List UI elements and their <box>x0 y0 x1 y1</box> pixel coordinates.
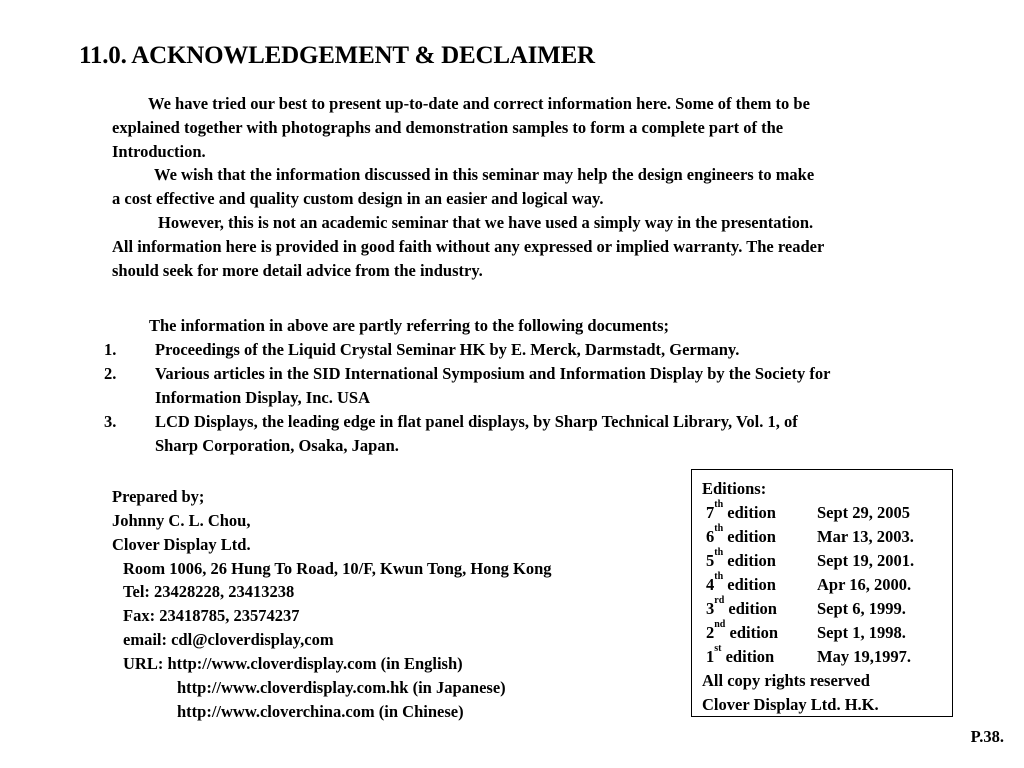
edition-row <box>702 525 952 549</box>
edition-row <box>702 597 952 621</box>
edition-row <box>702 573 952 597</box>
edition-row <box>702 501 952 525</box>
editions-label: Editions: <box>702 479 767 498</box>
references-intro: The information in above are partly referring to the following documents; <box>149 316 670 335</box>
paragraph-2-line-1: We wish that the information discussed in this seminar may help the design engineers to make <box>154 165 815 184</box>
paragraph-3-line-3: should seek for more detail advice from the industry. <box>112 261 483 280</box>
copyright-owner: Clover Display Ltd. H.K. <box>702 695 879 714</box>
edition-word: edition <box>729 623 779 642</box>
reference-text: Various articles in the SID International Symposium and Information Display by the Society for <box>155 364 831 383</box>
paragraph-3-line-2: All information here is provided in good faith without any expressed or implied warranty. The reader <box>112 237 825 256</box>
edition-suffix: st <box>714 643 722 654</box>
reference-text: Proceedings of the Liquid Crystal Seminar HK by E. Merck, Darmstadt, Germany. <box>155 340 740 359</box>
edition-word: edition <box>727 527 776 546</box>
reference-number: 1. <box>104 340 117 359</box>
paragraph-3-line-1: However, this is not an academic seminar that we have used a simply way in the presentation. <box>158 213 814 232</box>
edition-word: edition <box>725 647 775 666</box>
edition-word: edition <box>727 503 776 522</box>
edition-word: edition <box>727 575 776 594</box>
edition-date: Apr 16, 2000. <box>817 575 912 594</box>
reference-number: 3. <box>104 412 117 431</box>
edition-date: Mar 13, 2003. <box>817 527 914 546</box>
url-chinese: http://www.cloverchina.com (in Chinese) <box>177 702 464 721</box>
paragraph-2-line-2: a cost effective and quality custom design in an easier and logical way. <box>112 189 604 208</box>
edition-row <box>702 549 952 573</box>
prepared-by-label: Prepared by; <box>112 487 205 506</box>
edition-number: 5 <box>706 551 715 570</box>
editions-box <box>691 469 953 717</box>
url-english: URL: http://www.cloverdisplay.com (in English) <box>123 654 463 673</box>
edition-number: 7 <box>706 503 715 522</box>
url-japanese: http://www.cloverdisplay.com.hk (in Japanese) <box>177 678 506 697</box>
edition-date: Sept 19, 2001. <box>817 551 915 570</box>
email: email: cdl@cloverdisplay,com <box>123 630 334 649</box>
edition-number: 3 <box>706 599 715 618</box>
paragraph-1-line-3: Introduction. <box>112 142 206 161</box>
edition-suffix: th <box>714 571 724 582</box>
edition-suffix: th <box>714 499 724 510</box>
edition-suffix: nd <box>714 619 726 630</box>
edition-number: 1 <box>706 647 715 666</box>
edition-suffix: th <box>714 523 724 534</box>
reference-text: Sharp Corporation, Osaka, Japan. <box>155 436 399 455</box>
edition-row <box>702 645 952 669</box>
edition-suffix: rd <box>714 595 725 606</box>
paragraph-1-line-1: We have tried our best to present up-to-date and correct information here. Some of them to be <box>148 94 810 113</box>
edition-number: 6 <box>706 527 715 546</box>
edition-date: Sept 6, 1999. <box>817 599 906 618</box>
page-number: P.38. <box>970 727 1004 746</box>
edition-number: 4 <box>706 575 715 594</box>
company-name: Clover Display Ltd. <box>112 535 251 554</box>
edition-suffix: th <box>714 547 724 558</box>
copyright-text: All copy rights reserved <box>702 671 870 690</box>
edition-word: edition <box>727 551 776 570</box>
edition-number: 2 <box>706 623 715 642</box>
edition-word: edition <box>728 599 777 618</box>
fax: Fax: 23418785, 23574237 <box>123 606 300 625</box>
edition-date: Sept 1, 1998. <box>817 623 906 642</box>
reference-text: LCD Displays, the leading edge in flat panel displays, by Sharp Technical Library, Vol. 1, of <box>155 412 798 431</box>
edition-date: May 19,1997. <box>817 647 911 666</box>
edition-date: Sept 29, 2005 <box>817 503 911 522</box>
edition-row <box>702 621 952 645</box>
reference-number: 2. <box>104 364 117 383</box>
reference-text: Information Display, Inc. USA <box>155 388 370 407</box>
page-title: 11.0. ACKNOWLEDGEMENT & DECLAIMER <box>79 42 595 69</box>
address: Room 1006, 26 Hung To Road, 10/F, Kwun Tong, Hong Kong <box>123 559 552 578</box>
author-name: Johnny C. L. Chou, <box>112 511 251 530</box>
paragraph-1-line-2: explained together with photographs and demonstration samples to form a complete part of the <box>112 118 784 137</box>
telephone: Tel: 23428228, 23413238 <box>123 582 295 601</box>
